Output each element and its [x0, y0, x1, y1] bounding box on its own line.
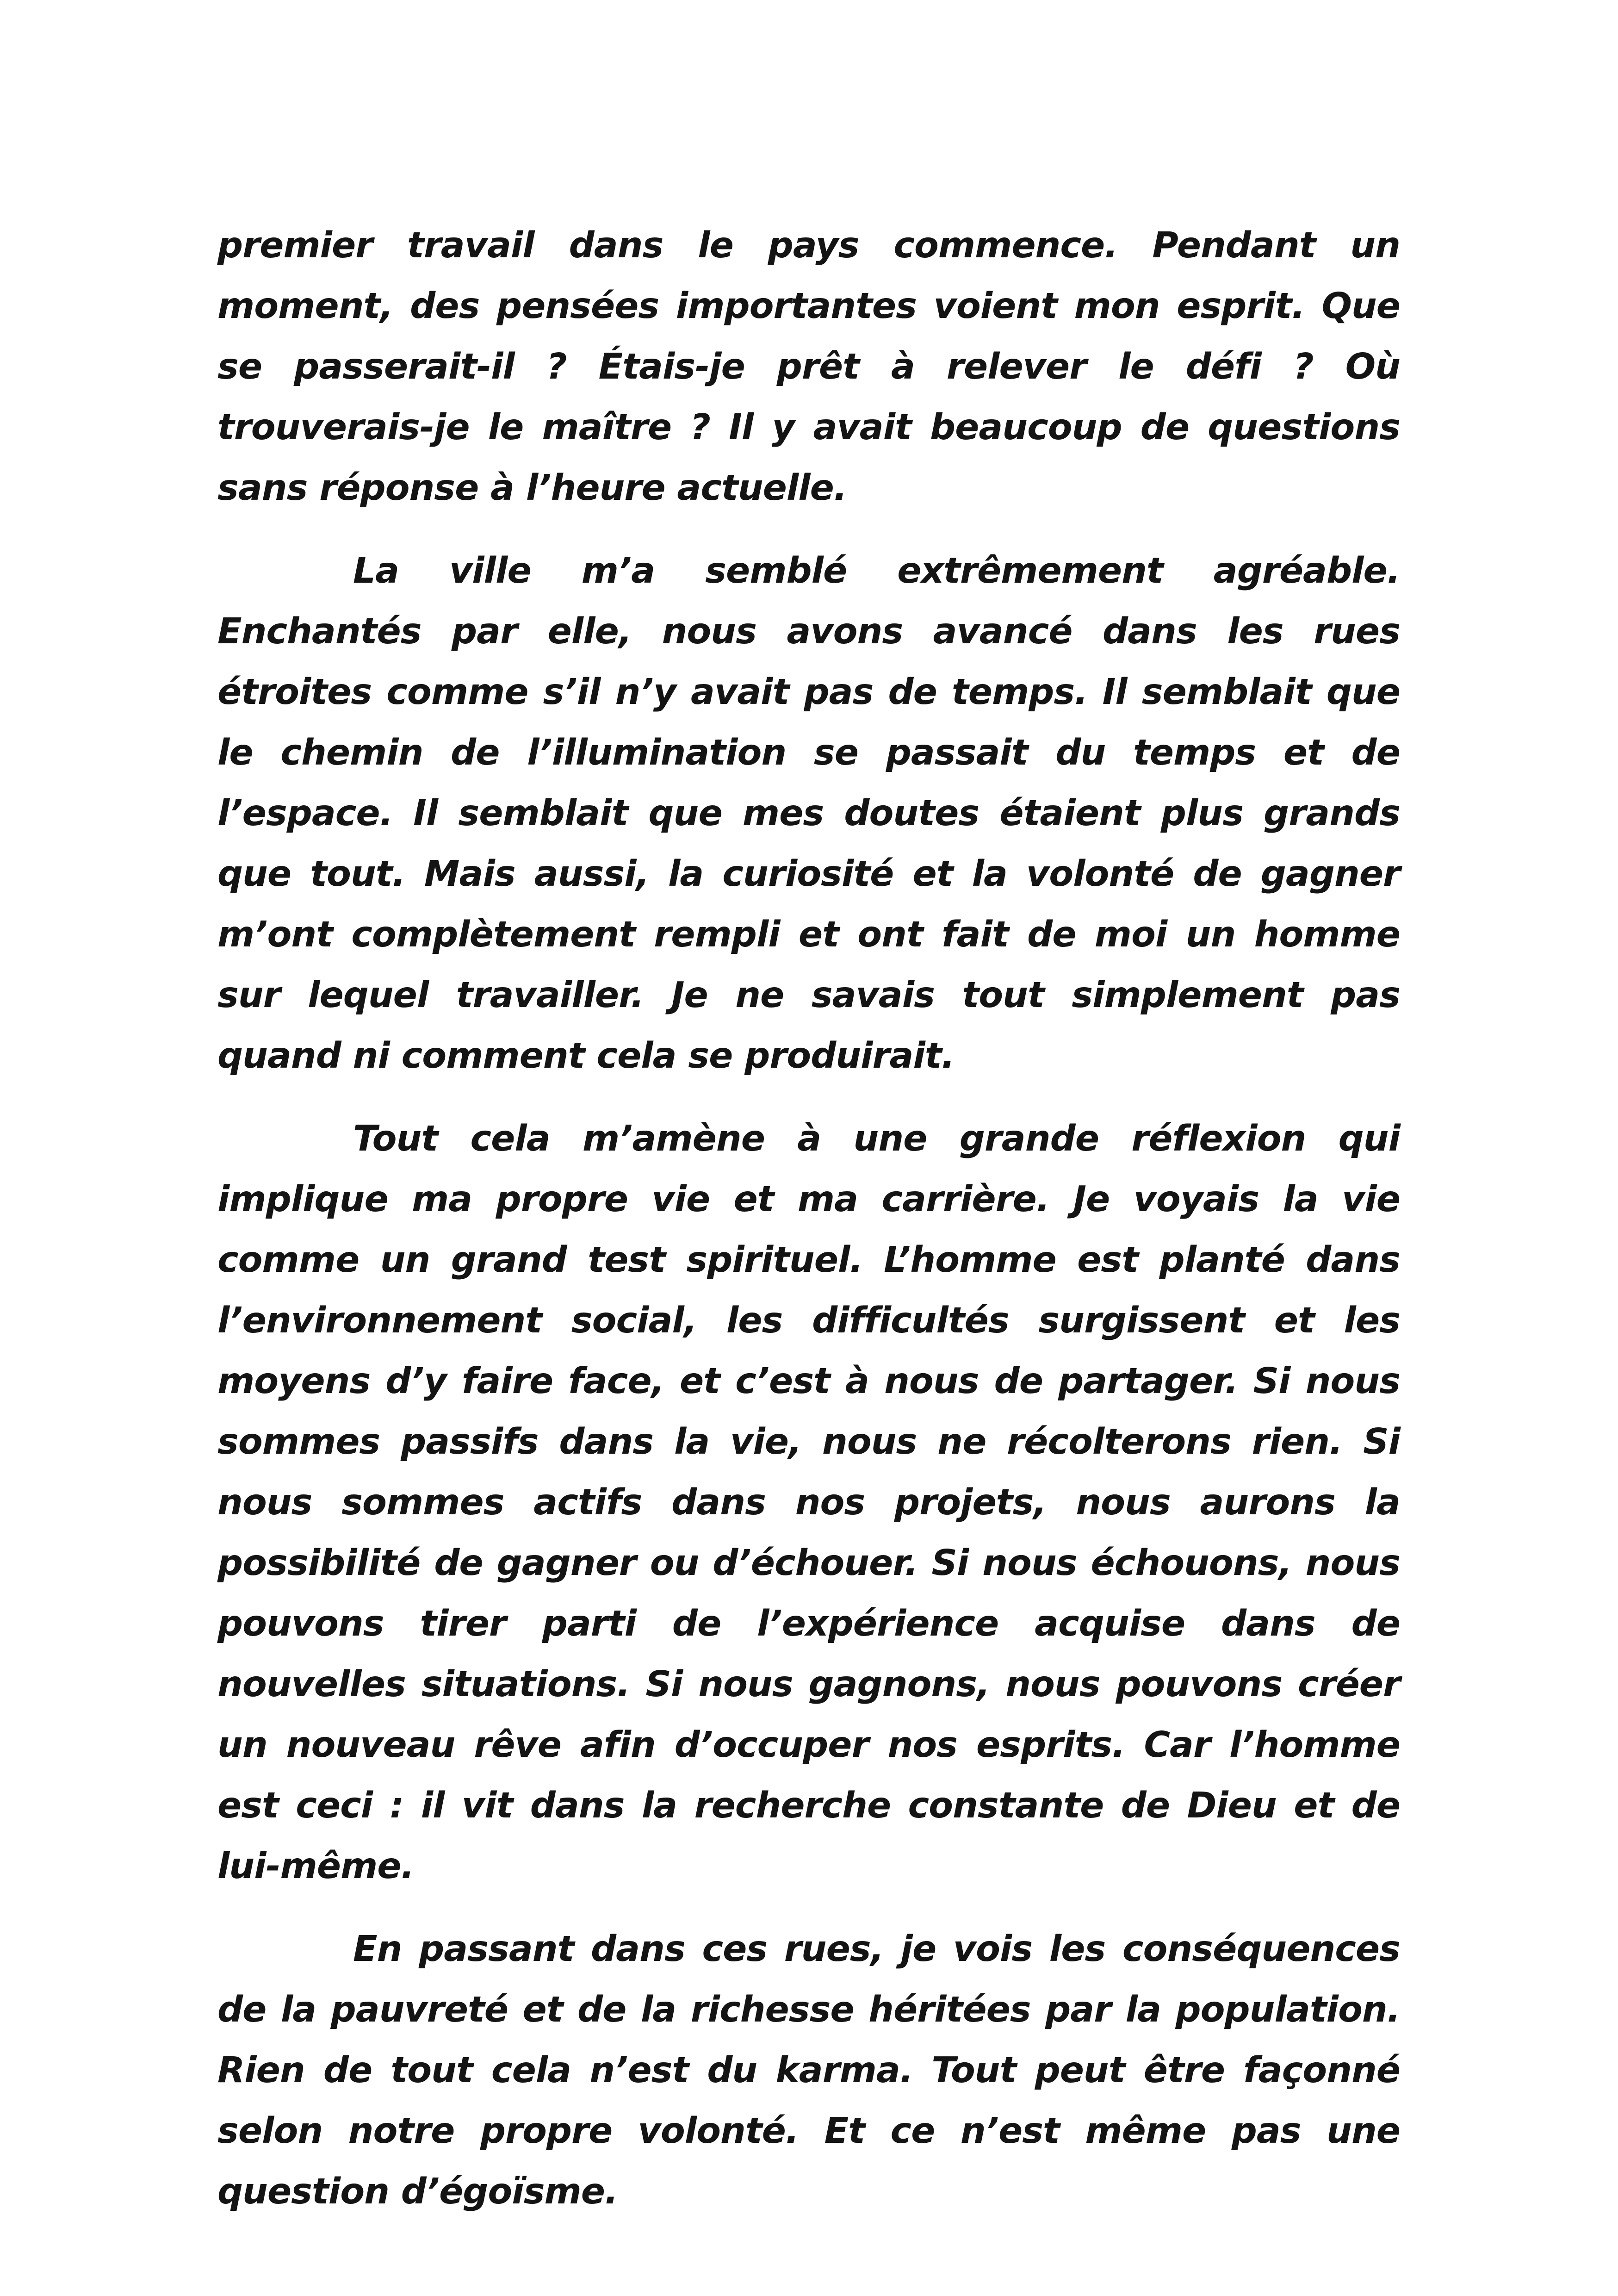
paragraph-4: En passant dans ces rues, je vois les conséquences de la pauvreté et de la richesse héritées par la population. Rien de tout cela n’est du karma. Tout peut être façonné selon notre propre volonté. Et ce n’est même pas une question d’égoïsme.	[217, 1929, 1400, 2212]
paragraph-3: Tout cela m’amène à une grande réflexion qui implique ma propre vie et ma carrière. Je voyais la vie comme un grand test spirituel. L’homme est planté dans l’environnement social, les difficultés surgissent et les moyens d’y faire face, et c’est à nous de partager. Si nous sommes passifs dans la vie, nous ne récolterons rien. Si nous sommes actifs dans nos projets, nous aurons la possibilité de gagner ou d’échouer. Si nous échouons, nous pouvons tirer parti de l’expérience acquise dans de nouvelles situations. Si nous gagnons, nous pouvons créer un nouveau rêve afin d’occuper nos esprits. Car l’homme est ceci : il vit dans la recherche constante de Dieu et de lui-même.	[217, 1118, 1400, 1887]
body-text	[217, 215, 1400, 2222]
paragraph-1: premier travail dans le pays commence. Pendant un moment, des pensées importantes voient mon esprit. Que se passerait-il ? Étais-je prêt à relever le défi ? Où trouverais-je le maître ? Il y avait beaucoup de questions sans réponse à l’heure actuelle.	[217, 225, 1400, 509]
paragraph-2: La ville m’a semblé extrêmement agréable. Enchantés par elle, nous avons avancé dans les rues étroites comme s’il n’y avait pas de temps. Il semblait que le chemin de l’illumination se passait du temps et de l’espace. Il semblait que mes doutes étaient plus grands que tout. Mais aussi, la curiosité et la volonté de gagner m’ont complètement rempli et ont fait de moi un homme sur lequel travailler. Je ne savais tout simplement pas quand ni comment cela se produirait.	[217, 550, 1400, 1076]
